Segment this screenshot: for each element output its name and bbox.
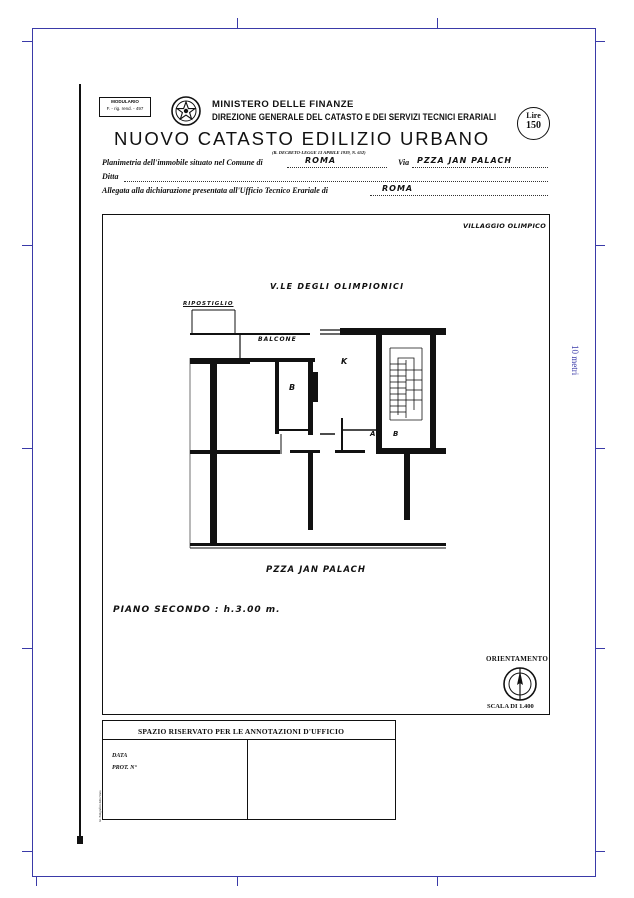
corridor-wall-3 <box>335 450 365 453</box>
stair-a-label: A <box>370 430 377 438</box>
direction-title: DIREZIONE GENERALE DEL CATASTO E DEI SERVIZI TECNICI ERARIALI <box>212 112 497 122</box>
stair-bottom-wall <box>376 448 446 454</box>
stair-top-wall <box>340 328 446 335</box>
comune-value: ROMA <box>305 156 337 165</box>
orientation-label: ORIENTAMENTO <box>486 655 549 663</box>
top-main-wall-2 <box>250 358 315 362</box>
price-label: Lire <box>526 111 541 120</box>
document-title: NUOVO CATASTO EDILIZIO URBANO <box>114 128 490 149</box>
form-code-line2: F. - rig. rend. - 497 <box>106 106 144 111</box>
stair-left-wall <box>376 334 382 454</box>
scale-label: SCALA DI 1.400 <box>487 703 534 710</box>
printer-side-note: Ist. Poligrafico dello Stato <box>98 790 102 822</box>
stair-b-label: B <box>393 430 400 438</box>
republic-emblem-icon <box>170 95 202 127</box>
ditta-label: Ditta <box>102 172 119 181</box>
room-k-label: K <box>341 357 349 366</box>
office-prot-label: PROT. N° <box>112 765 137 771</box>
plan-location: VILLAGGIO OLIMPICO <box>463 222 547 230</box>
scale-note: 10 metri <box>570 345 580 376</box>
ufficio-value: ROMA <box>382 184 414 193</box>
stair-right-wall <box>430 334 436 454</box>
decree-note: (R. DECRETO-LEGGE 13 APRILE 1939, N. 652) <box>272 150 366 155</box>
office-box-header-line <box>102 739 396 740</box>
balcone-label: BALCONE <box>258 336 297 343</box>
via-value: PZZA JAN PALACH <box>417 156 513 165</box>
via-label: Via <box>398 158 410 167</box>
binding-line <box>79 84 81 844</box>
right-lower-wall <box>404 454 410 520</box>
ditta-line <box>124 181 548 182</box>
floor-note: PIANO SECONDO : h.3.00 m. <box>113 605 281 615</box>
ministry-title: MINISTERO DELLE FINANZE <box>212 99 354 110</box>
office-box-divider <box>247 739 248 819</box>
office-reserved-title: SPAZIO RISERVATO PER LE ANNOTAZIONI D'UFFICIO <box>138 727 345 736</box>
ufficio-line <box>370 195 548 196</box>
ripostiglio-box <box>192 310 235 335</box>
street-bottom-label: PZZA JAN PALACH <box>266 565 367 575</box>
lower-partition <box>308 450 313 530</box>
form-code-box <box>99 97 151 117</box>
compass-icon <box>501 665 539 703</box>
form-code-line1: MODULARIO <box>111 99 139 104</box>
corridor-wall-2 <box>290 450 320 453</box>
via-line <box>412 167 548 168</box>
shaft-left <box>312 372 318 402</box>
planimetria-label: Planimetria dell'immobile situato nel Comune di <box>102 158 263 167</box>
bottom-wall <box>190 543 446 546</box>
stair-flight <box>390 348 422 420</box>
room-b-wall <box>275 362 279 434</box>
street-top-label: V.LE DEGLI OLIMPIONICI <box>270 282 405 291</box>
binding-cut <box>77 836 83 844</box>
office-data-label: DATA <box>112 753 128 759</box>
floor-plan <box>180 300 450 552</box>
top-main-wall <box>190 358 250 364</box>
comune-line <box>287 167 387 168</box>
price-badge <box>517 107 550 140</box>
allegata-label: Allegata alla dichiarazione presentata all'Ufficio Tecnico Erariale di <box>102 186 328 195</box>
room-b-label: B <box>289 383 297 392</box>
price-value: 150 <box>526 120 541 131</box>
ripostiglio-label: RIPOSTIGLIO <box>183 301 234 307</box>
corridor-wall <box>190 450 280 454</box>
